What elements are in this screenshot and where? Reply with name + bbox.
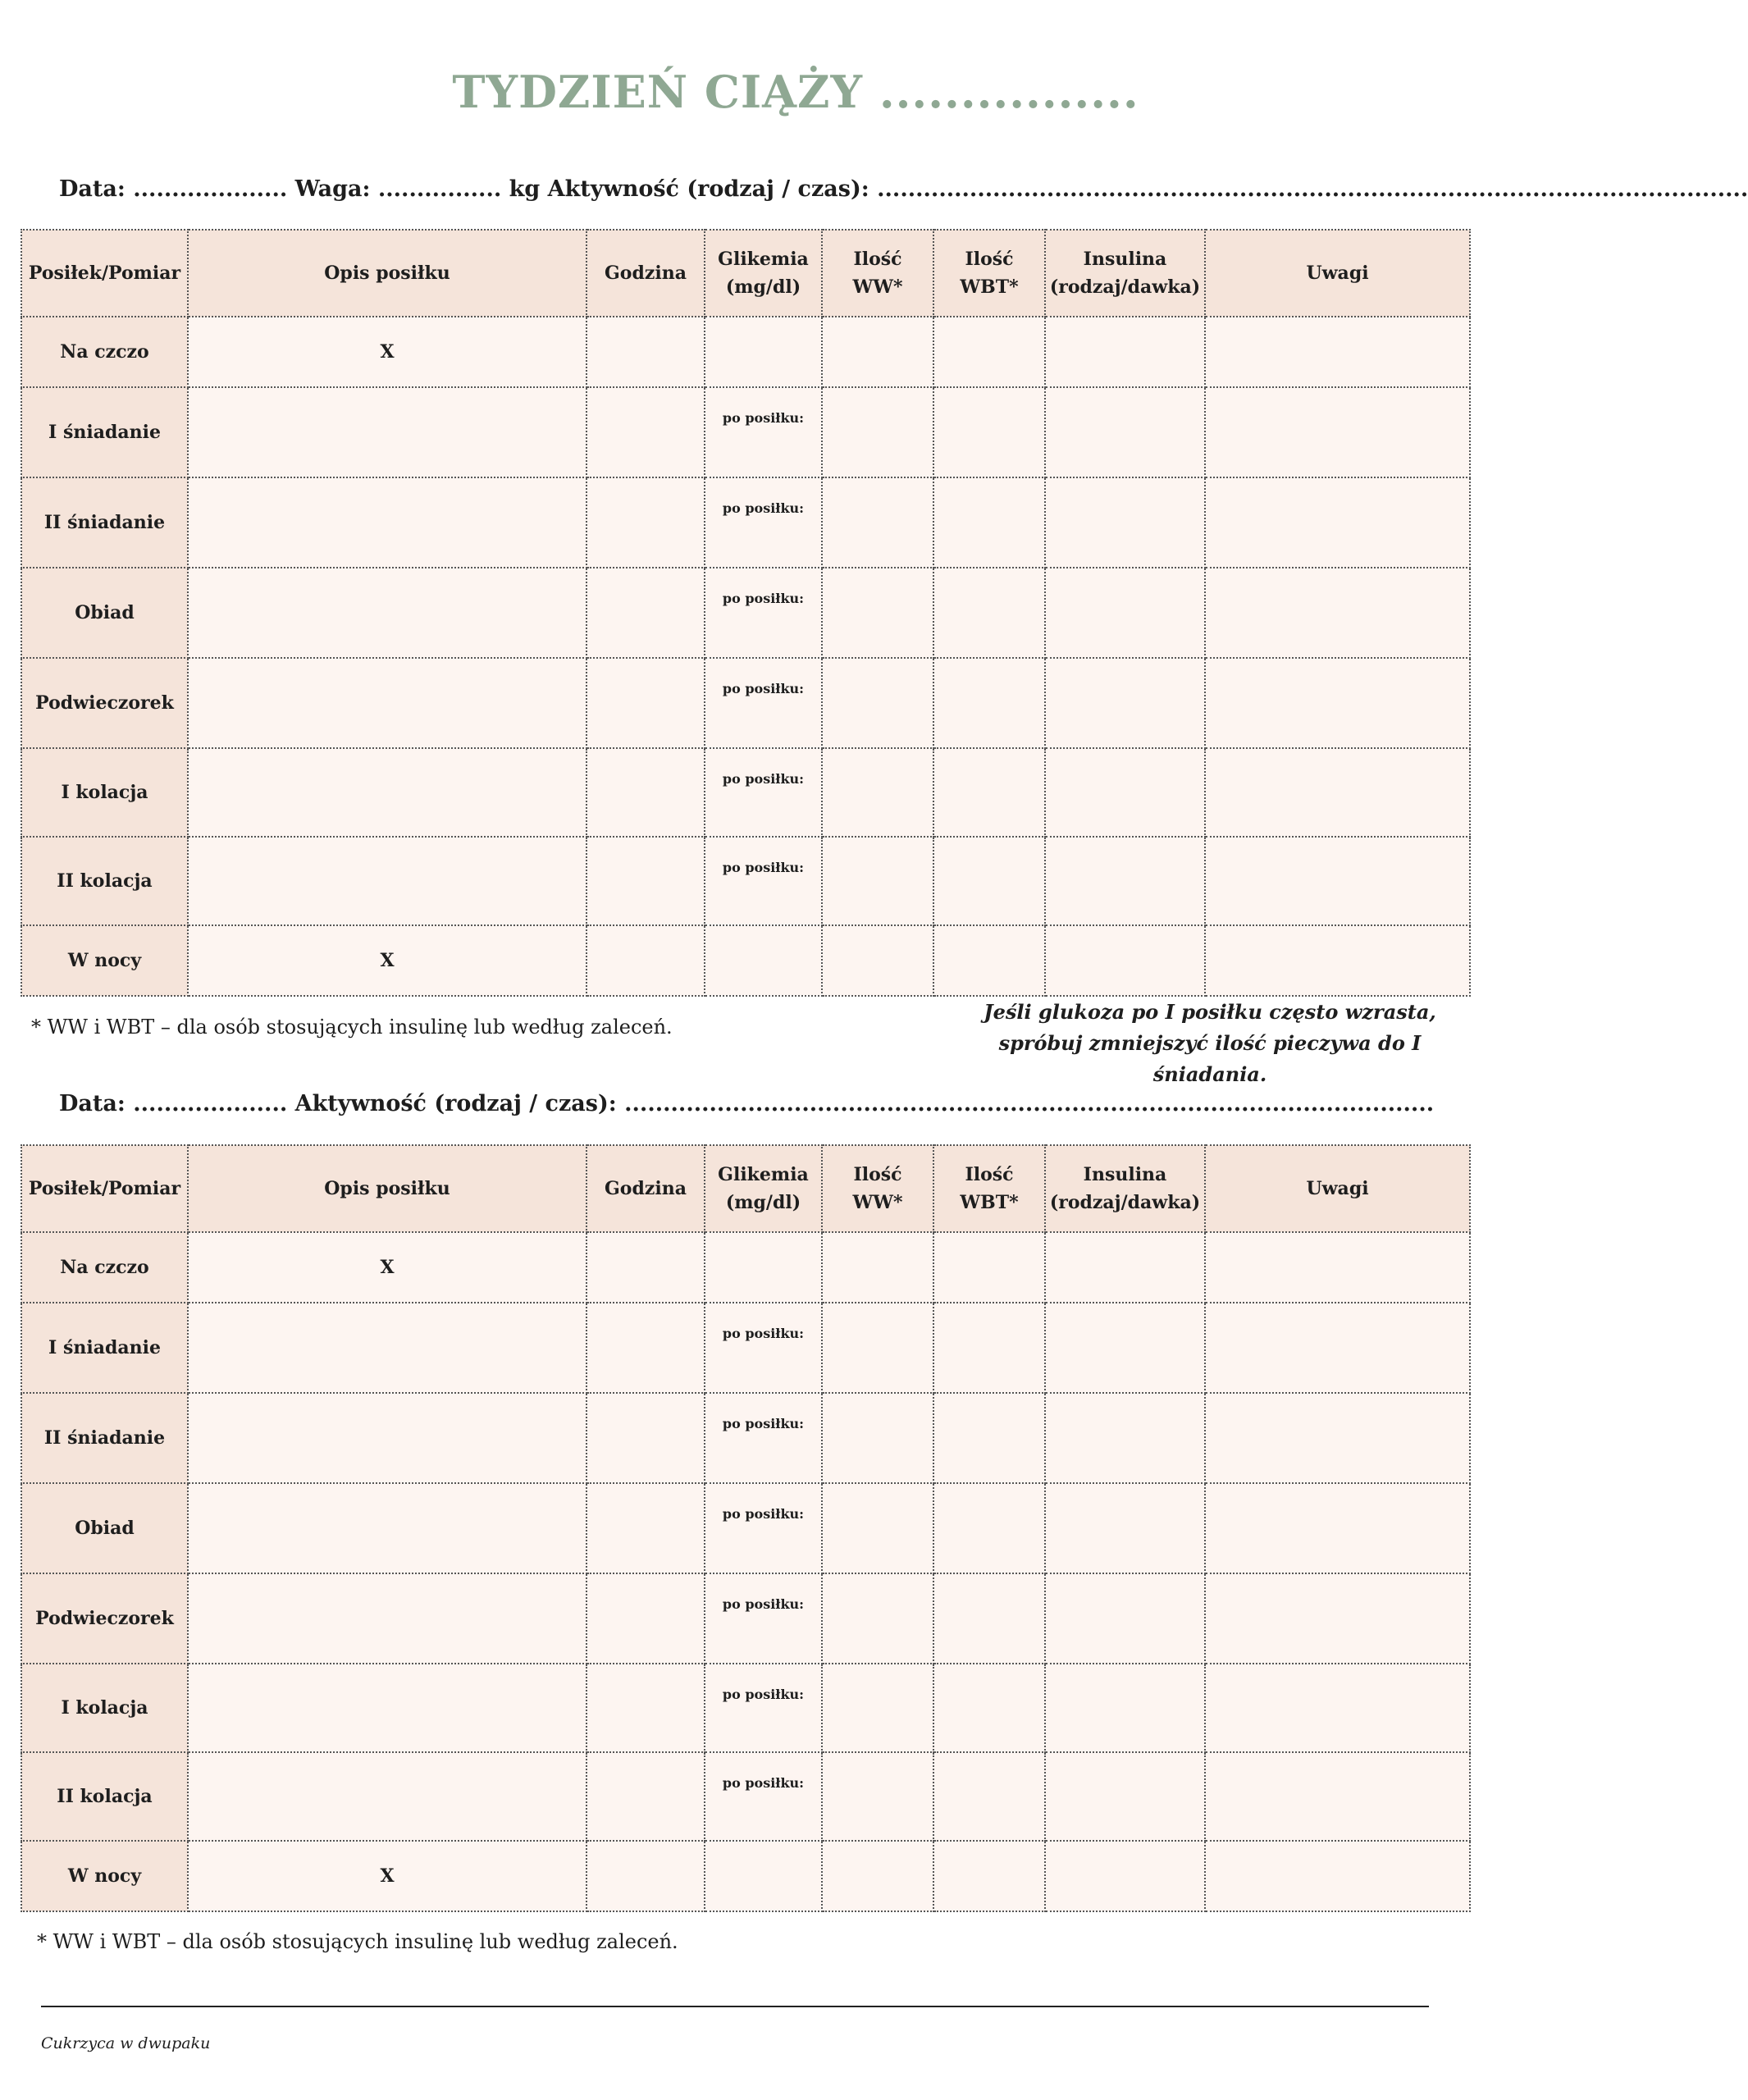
header-sublabel: (mg/dl) bbox=[725, 276, 801, 298]
insulina-cell[interactable] bbox=[1045, 568, 1205, 658]
glycemia-cell[interactable] bbox=[705, 1232, 822, 1303]
meal-table-2 bbox=[21, 1144, 1471, 1912]
row-label: W nocy bbox=[21, 1841, 188, 1911]
ww-cell[interactable] bbox=[822, 477, 933, 568]
row-label: II kolacja bbox=[21, 1752, 188, 1841]
godzina-cell[interactable] bbox=[586, 1573, 705, 1664]
ww-cell[interactable] bbox=[822, 387, 933, 477]
row-label: W nocy bbox=[21, 925, 188, 996]
header-label: Ilość bbox=[853, 249, 902, 270]
header-label: Godzina bbox=[605, 262, 687, 284]
ww-cell[interactable] bbox=[822, 1841, 933, 1911]
uwagi-cell[interactable] bbox=[1205, 1573, 1470, 1664]
header-label: Ilość bbox=[965, 1164, 1014, 1185]
wbt-cell[interactable] bbox=[933, 658, 1045, 748]
header-label: Opis posiłku bbox=[324, 1178, 450, 1199]
row-label: Na czczo bbox=[21, 1232, 188, 1303]
insulina-cell[interactable] bbox=[1045, 1573, 1205, 1664]
header-uwagi bbox=[1205, 1145, 1470, 1232]
header-sublabel: WW* bbox=[852, 1192, 903, 1213]
meal-description-cell[interactable]: X bbox=[188, 317, 586, 387]
header-row bbox=[21, 1145, 1470, 1232]
insulina-cell[interactable] bbox=[1045, 1483, 1205, 1573]
wbt-cell[interactable] bbox=[933, 387, 1045, 477]
glycemia-cell[interactable] bbox=[705, 1573, 822, 1664]
meal-description-cell[interactable] bbox=[188, 1393, 586, 1483]
header-label: Ilość bbox=[853, 1164, 902, 1185]
glycemia-cell[interactable] bbox=[705, 837, 822, 925]
after-meal-label: po posiłku: bbox=[722, 591, 805, 606]
after-meal-label: po posiłku: bbox=[722, 860, 805, 875]
after-meal-label: po posiłku: bbox=[722, 410, 805, 426]
godzina-cell[interactable] bbox=[586, 1841, 705, 1911]
table-row bbox=[21, 477, 1470, 568]
wbt-cell[interactable] bbox=[933, 748, 1045, 837]
ww-cell[interactable] bbox=[822, 1393, 933, 1483]
header-sublabel: (rodzaj/dawka) bbox=[1049, 1192, 1201, 1213]
section1-info-line: Data: .................... Waga: ................ kg Aktywność (rodzaj / czas): ................................................................................................................. bbox=[59, 176, 1748, 202]
godzina-cell[interactable] bbox=[586, 1303, 705, 1393]
header-sublabel: (rodzaj/dawka) bbox=[1049, 276, 1201, 298]
table-row bbox=[21, 1393, 1470, 1483]
godzina-cell[interactable] bbox=[586, 568, 705, 658]
meal-description-cell[interactable] bbox=[188, 837, 586, 925]
insulina-cell[interactable] bbox=[1045, 1232, 1205, 1303]
meal-description-cell[interactable] bbox=[188, 1303, 586, 1393]
wbt-cell[interactable] bbox=[933, 1841, 1045, 1911]
insulina-cell[interactable] bbox=[1045, 1841, 1205, 1911]
header-label: Posiłek/Pomiar bbox=[28, 1178, 181, 1199]
row-label: I śniadanie bbox=[21, 387, 188, 477]
header-label: Insulina bbox=[1083, 1164, 1167, 1185]
uwagi-cell[interactable] bbox=[1205, 317, 1470, 387]
godzina-cell[interactable] bbox=[586, 317, 705, 387]
after-meal-label: po posiłku: bbox=[722, 1416, 805, 1431]
uwagi-cell[interactable] bbox=[1205, 1841, 1470, 1911]
godzina-cell[interactable] bbox=[586, 658, 705, 748]
ww-cell[interactable] bbox=[822, 1664, 933, 1752]
bottom-rule bbox=[41, 2006, 1429, 2007]
table-row bbox=[21, 1841, 1470, 1911]
header-ww bbox=[822, 1145, 933, 1232]
header-label: Posiłek/Pomiar bbox=[28, 262, 181, 284]
insulina-cell[interactable] bbox=[1045, 658, 1205, 748]
header-label: Ilość bbox=[965, 249, 1014, 270]
header-label: Insulina bbox=[1083, 249, 1167, 270]
glycemia-cell[interactable] bbox=[705, 748, 822, 837]
wbt-cell[interactable] bbox=[933, 1573, 1045, 1664]
row-label: I kolacja bbox=[21, 1664, 188, 1752]
table-row bbox=[21, 1573, 1470, 1664]
insulina-cell[interactable] bbox=[1045, 1303, 1205, 1393]
table-row bbox=[21, 1232, 1470, 1303]
header-ww bbox=[822, 230, 933, 317]
row-label: Podwieczorek bbox=[21, 1573, 188, 1664]
after-meal-label: po posiłku: bbox=[722, 1775, 805, 1791]
wbt-cell[interactable] bbox=[933, 925, 1045, 996]
glycemia-cell[interactable] bbox=[705, 568, 822, 658]
table-row bbox=[21, 317, 1470, 387]
ww-cell[interactable] bbox=[822, 1232, 933, 1303]
table-row bbox=[21, 1483, 1470, 1573]
header-sublabel: WBT* bbox=[960, 1192, 1019, 1213]
godzina-cell[interactable] bbox=[586, 1483, 705, 1573]
insulina-cell[interactable] bbox=[1045, 387, 1205, 477]
wbt-cell[interactable] bbox=[933, 1303, 1045, 1393]
glycemia-cell[interactable] bbox=[705, 1752, 822, 1841]
header-godzina bbox=[586, 230, 705, 317]
table-row bbox=[21, 387, 1470, 477]
after-meal-label: po posiłku: bbox=[722, 681, 805, 696]
godzina-cell[interactable] bbox=[586, 1752, 705, 1841]
ww-cell[interactable] bbox=[822, 748, 933, 837]
godzina-cell[interactable] bbox=[586, 925, 705, 996]
header-insulina bbox=[1045, 230, 1205, 317]
meal-description-cell[interactable] bbox=[188, 748, 586, 837]
uwagi-cell[interactable] bbox=[1205, 387, 1470, 477]
uwagi-cell[interactable] bbox=[1205, 568, 1470, 658]
meal-description-cell[interactable]: X bbox=[188, 1841, 586, 1911]
footnote-2: * WW i WBT – dla osób stosujących insulinę lub według zaleceń. bbox=[37, 1930, 678, 1953]
table-row bbox=[21, 1752, 1470, 1841]
wbt-cell[interactable] bbox=[933, 837, 1045, 925]
meal-description-cell[interactable] bbox=[188, 1483, 586, 1573]
insulina-cell[interactable] bbox=[1045, 837, 1205, 925]
glycemia-cell[interactable] bbox=[705, 1393, 822, 1483]
meal-description-cell[interactable] bbox=[188, 1752, 586, 1841]
meal-table-1 bbox=[21, 229, 1471, 997]
after-meal-label: po posiłku: bbox=[722, 771, 805, 787]
glycemia-cell[interactable] bbox=[705, 387, 822, 477]
header-godzina bbox=[586, 1145, 705, 1232]
ww-cell[interactable] bbox=[822, 1752, 933, 1841]
table-row bbox=[21, 658, 1470, 748]
wbt-cell[interactable] bbox=[933, 477, 1045, 568]
header-sublabel: WW* bbox=[852, 276, 903, 298]
header-wbt bbox=[933, 230, 1045, 317]
glycemia-cell[interactable] bbox=[705, 477, 822, 568]
insulina-cell[interactable] bbox=[1045, 1664, 1205, 1752]
godzina-cell[interactable] bbox=[586, 748, 705, 837]
uwagi-cell[interactable] bbox=[1205, 477, 1470, 568]
header-sublabel: WBT* bbox=[960, 276, 1019, 298]
ww-cell[interactable] bbox=[822, 658, 933, 748]
table-row bbox=[21, 1303, 1470, 1393]
header-label: Glikemia bbox=[718, 1164, 809, 1185]
header-label: Uwagi bbox=[1306, 1178, 1369, 1199]
ww-cell[interactable] bbox=[822, 837, 933, 925]
header-sublabel: (mg/dl) bbox=[725, 1192, 801, 1213]
wbt-cell[interactable] bbox=[933, 317, 1045, 387]
glycemia-cell[interactable] bbox=[705, 1664, 822, 1752]
godzina-cell[interactable] bbox=[586, 837, 705, 925]
row-label: II śniadanie bbox=[21, 1393, 188, 1483]
uwagi-cell[interactable] bbox=[1205, 925, 1470, 996]
uwagi-cell[interactable] bbox=[1205, 658, 1470, 748]
brand-label: Cukrzyca w dwupaku bbox=[41, 2034, 211, 2052]
godzina-cell[interactable] bbox=[586, 1232, 705, 1303]
table-row bbox=[21, 748, 1470, 837]
insulina-cell[interactable] bbox=[1045, 477, 1205, 568]
table-row bbox=[21, 925, 1470, 996]
header-wbt bbox=[933, 1145, 1045, 1232]
meal-description-cell[interactable]: X bbox=[188, 1232, 586, 1303]
table-row bbox=[21, 837, 1470, 925]
godzina-cell[interactable] bbox=[586, 387, 705, 477]
uwagi-cell[interactable] bbox=[1205, 1752, 1470, 1841]
after-meal-label: po posiłku: bbox=[722, 1326, 805, 1341]
uwagi-cell[interactable] bbox=[1205, 1232, 1470, 1303]
header-glikemia bbox=[705, 1145, 822, 1232]
header-insulina bbox=[1045, 1145, 1205, 1232]
section2-info-line: Data: .................... Aktywność (rodzaj / czas): ......................................................................................................... bbox=[59, 1091, 1435, 1116]
insulina-cell[interactable] bbox=[1045, 317, 1205, 387]
ww-cell[interactable] bbox=[822, 925, 933, 996]
uwagi-cell[interactable] bbox=[1205, 1393, 1470, 1483]
footnote-1: * WW i WBT – dla osób stosujących insulinę lub według zaleceń. bbox=[31, 1016, 673, 1039]
row-label: Podwieczorek bbox=[21, 658, 188, 748]
uwagi-cell[interactable] bbox=[1205, 1664, 1470, 1752]
wbt-cell[interactable] bbox=[933, 568, 1045, 658]
table-row bbox=[21, 568, 1470, 658]
page-title: TYDZIEŃ CIĄŻY ................ bbox=[452, 66, 1139, 118]
row-label: I kolacja bbox=[21, 748, 188, 837]
meal-description-cell[interactable] bbox=[188, 1573, 586, 1664]
header-label: Uwagi bbox=[1306, 262, 1369, 284]
row-label: II kolacja bbox=[21, 837, 188, 925]
header-label: Opis posiłku bbox=[324, 262, 450, 284]
insulina-cell[interactable] bbox=[1045, 1752, 1205, 1841]
glycemia-cell[interactable] bbox=[705, 1483, 822, 1573]
tip-note: Jeśli glukoza po I posiłku często wzrasta, spróbuj zmniejszyć ilość pieczywa do I śniadania. bbox=[984, 1000, 1436, 1086]
row-label: Na czczo bbox=[21, 317, 188, 387]
glycemia-cell[interactable] bbox=[705, 1303, 822, 1393]
after-meal-label: po posiłku: bbox=[722, 1687, 805, 1702]
row-label: Obiad bbox=[21, 568, 188, 658]
meal-description-cell[interactable]: X bbox=[188, 925, 586, 996]
after-meal-label: po posiłku: bbox=[722, 500, 805, 516]
after-meal-label: po posiłku: bbox=[722, 1596, 805, 1612]
row-label: Obiad bbox=[21, 1483, 188, 1573]
uwagi-cell[interactable] bbox=[1205, 748, 1470, 837]
header-opis bbox=[188, 1145, 586, 1232]
header-label: Godzina bbox=[605, 1178, 687, 1199]
wbt-cell[interactable] bbox=[933, 1483, 1045, 1573]
insulina-cell[interactable] bbox=[1045, 748, 1205, 837]
godzina-cell[interactable] bbox=[586, 1664, 705, 1752]
godzina-cell[interactable] bbox=[586, 1393, 705, 1483]
header-uwagi bbox=[1205, 230, 1470, 317]
godzina-cell[interactable] bbox=[586, 477, 705, 568]
header-opis bbox=[188, 230, 586, 317]
table-row bbox=[21, 1664, 1470, 1752]
glycemia-cell[interactable] bbox=[705, 317, 822, 387]
wbt-cell[interactable] bbox=[933, 1752, 1045, 1841]
wbt-cell[interactable] bbox=[933, 1232, 1045, 1303]
glycemia-cell[interactable] bbox=[705, 658, 822, 748]
row-label: II śniadanie bbox=[21, 477, 188, 568]
uwagi-cell[interactable] bbox=[1205, 1303, 1470, 1393]
meal-description-cell[interactable] bbox=[188, 658, 586, 748]
after-meal-label: po posiłku: bbox=[722, 1506, 805, 1522]
header-posilek bbox=[21, 1145, 188, 1232]
row-label: I śniadanie bbox=[21, 1303, 188, 1393]
ww-cell[interactable] bbox=[822, 1573, 933, 1664]
ww-cell[interactable] bbox=[822, 317, 933, 387]
meal-description-cell[interactable] bbox=[188, 387, 586, 477]
header-row bbox=[21, 230, 1470, 317]
insulina-cell[interactable] bbox=[1045, 925, 1205, 996]
insulina-cell[interactable] bbox=[1045, 1393, 1205, 1483]
uwagi-cell[interactable] bbox=[1205, 837, 1470, 925]
wbt-cell[interactable] bbox=[933, 1664, 1045, 1752]
ww-cell[interactable] bbox=[822, 1303, 933, 1393]
meal-description-cell[interactable] bbox=[188, 1664, 586, 1752]
glycemia-cell[interactable] bbox=[705, 925, 822, 996]
uwagi-cell[interactable] bbox=[1205, 1483, 1470, 1573]
ww-cell[interactable] bbox=[822, 568, 933, 658]
glycemia-cell[interactable] bbox=[705, 1841, 822, 1911]
header-posilek bbox=[21, 230, 188, 317]
wbt-cell[interactable] bbox=[933, 1393, 1045, 1483]
header-glikemia bbox=[705, 230, 822, 317]
header-label: Glikemia bbox=[718, 249, 809, 270]
meal-description-cell[interactable] bbox=[188, 568, 586, 658]
meal-description-cell[interactable] bbox=[188, 477, 586, 568]
ww-cell[interactable] bbox=[822, 1483, 933, 1573]
